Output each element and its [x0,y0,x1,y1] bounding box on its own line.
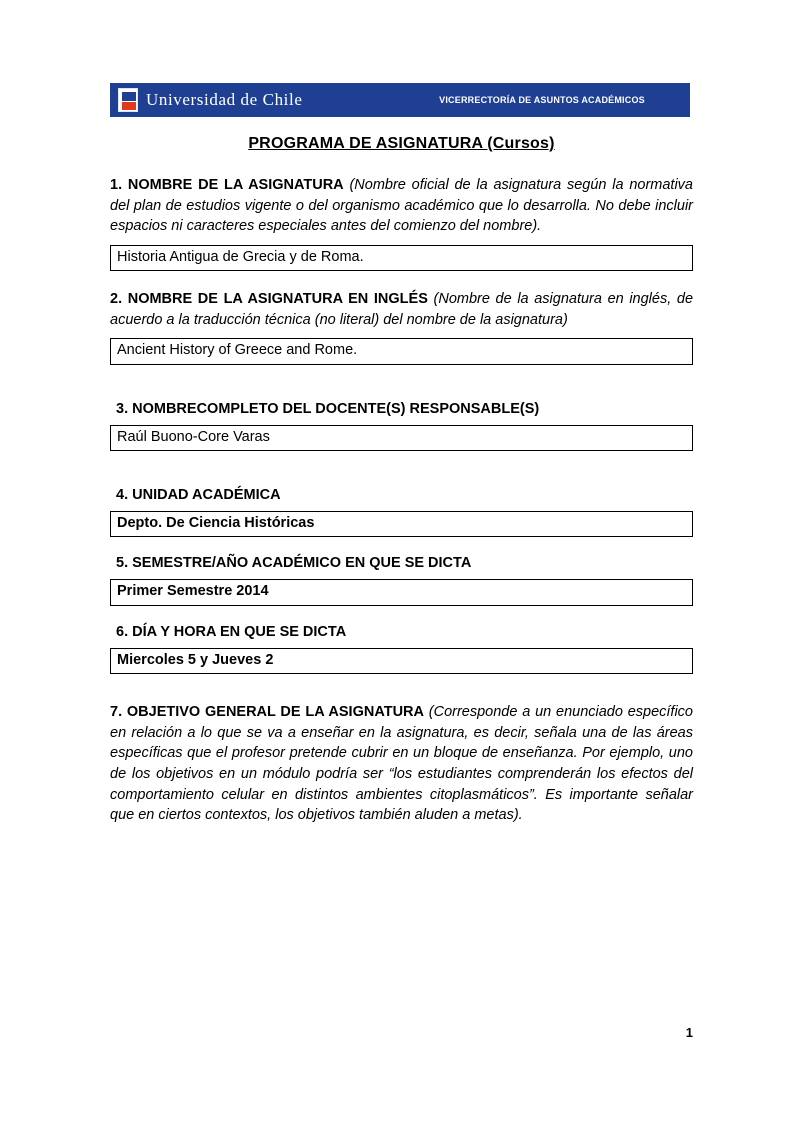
university-name: Universidad de Chile [146,90,303,109]
section-2-text [110,289,693,330]
section-2 [110,289,693,365]
section-6 [110,624,693,674]
section-2-note: (Nombre de la asignatura en inglés, de acuerdo a la traducción técnica (no literal) del nombre de la asignatura) [110,291,694,328]
page-number: 1 [685,1025,693,1040]
university-crest-icon [118,88,138,112]
university-logo [110,88,410,112]
section-5-heading: 5. SEMESTRE/AÑO ACADÉMICO EN QUE SE DICTA [116,555,472,572]
field-unidad-academica[interactable]: Depto. De Ciencia Históricas [110,511,693,537]
section-4-heading: 4. UNIDAD ACADÉMICA [116,487,281,504]
section-7-note: (Corresponde a un enunciado específico en relación a lo que se va a enseñar en la asignatura, es decir, señala una de las áreas específicas que el profesor pretende cubrir en un bloque de enseñanza. Por ejemplo, uno de los objetivos en un módulo podría ser “los estudiantes comprenderán los efectos del comportamiento celular en distintos ambientes citoplasmáticos”. Es importante señalar que en ciertos contextos, los objetivos también aluden a metas). [110,704,694,824]
section-7-heading: 7. OBJETIVO GENERAL DE LA ASIGNATURA [110,704,424,721]
office-name: VICERRECTORÍA DE ASUNTOS ACADÉMICOS [439,95,645,105]
field-docente-responsable[interactable]: Raúl Buono-Core Varas [110,425,693,451]
section-6-heading: 6. DÍA Y HORA EN QUE SE DICTA [116,623,347,640]
section-1-heading: 1. NOMBRE DE LA ASIGNATURA [110,177,344,193]
section-1-text [110,175,693,237]
field-dia-hora[interactable]: Miercoles 5 y Jueves 2 [110,648,693,674]
field-nombre-asignatura[interactable]: Historia Antigua de Grecia y de Roma. [110,245,693,271]
field-nombre-asignatura-ingles[interactable]: Ancient History of Greece and Rome. [110,338,693,364]
section-5 [110,555,693,605]
section-2-heading: 2. NOMBRE DE LA ASIGNATURA EN INGLÉS [110,291,428,308]
section-7-text [110,702,693,825]
section-3-heading: 3. NOMBRECOMPLETO DEL DOCENTE(S) RESPONSABLE(S) [116,400,540,417]
section-1-note: (Nombre oficial de la asignatura según la normativa del plan de estudios vigente o del organismo académico que lo desarrolla. No debe incluir espacios ni caracteres especiales antes del comienzo del nombre). [110,177,693,235]
section-4 [110,487,693,537]
document-body [110,135,693,832]
header-banner [110,83,690,117]
section-3 [110,401,693,451]
section-1 [110,175,693,271]
page-title: PROGRAMA DE ASIGNATURA (Cursos) [248,135,555,152]
section-7 [110,702,693,825]
field-semestre-ano[interactable]: Primer Semestre 2014 [110,579,693,605]
